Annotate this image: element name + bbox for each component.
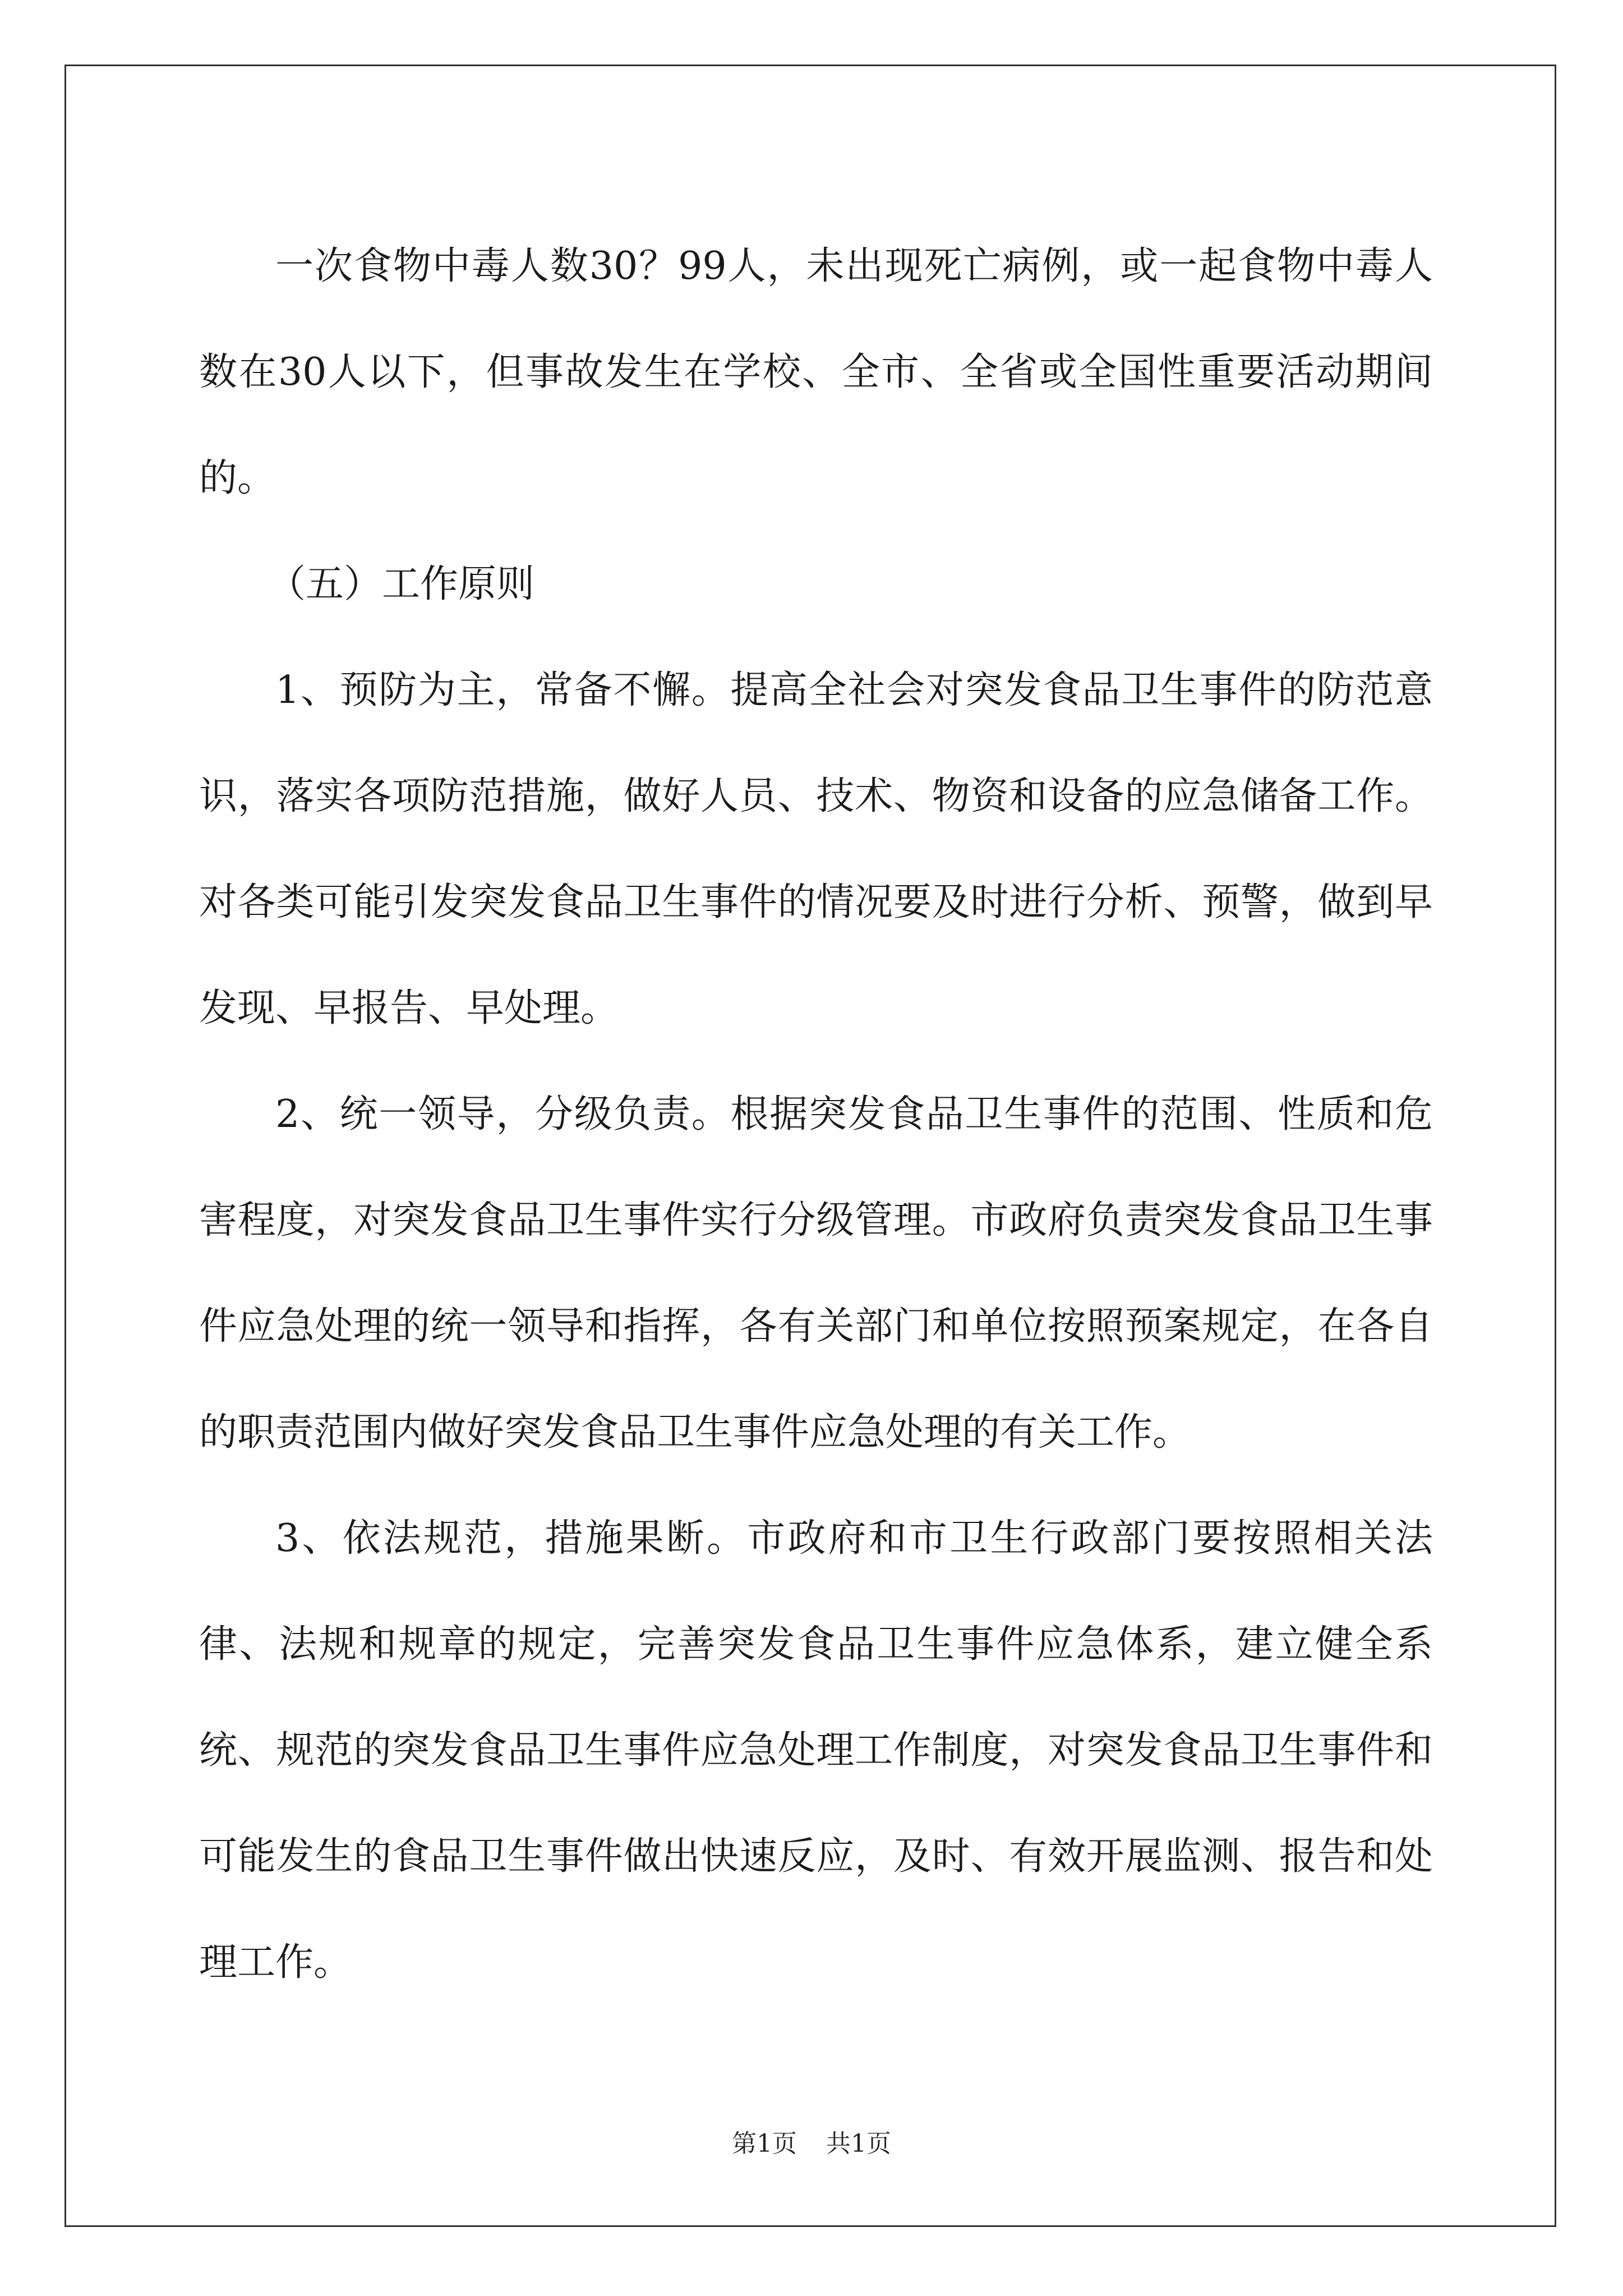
section-heading-principles: （五）工作原则 bbox=[268, 562, 535, 606]
paragraph-principle-law: 3、依法规范，措施果断。市政府和市卫生行政部门要按照相关法律、法规和规章的规定，完善突发食品卫生事件应急体系，建立健全系统、规范的突发食品卫生事件应急处理工作制度，对突发食品卫生事件和可能发生的食品卫生事件做出快速反应，及时、有效开展监测、报告和处理工作。 bbox=[199, 1516, 1433, 1985]
paragraph-principle-prevention: 1、预防为主，常备不懈。提高全社会对突发食品卫生事件的防范意识，落实各项防范措施，做好人员、技术、物资和设备的应急储备工作。对各类可能引发突发食品卫生事件的情况要及时进行分析、预警，做到早发现、早报告、早处理。 bbox=[199, 668, 1433, 1030]
page-number: 第1页 bbox=[732, 2129, 797, 2158]
page-footer bbox=[0, 2123, 1623, 2159]
page-total: 共1页 bbox=[826, 2129, 891, 2158]
paragraph-principle-leadership: 2、统一领导，分级负责。根据突发食品卫生事件的范围、性质和危害程度，对突发食品卫生事件实行分级管理。市政府负责突发食品卫生事件应急处理的统一领导和指挥，各有关部门和单位按照预案规定，在各自的职责范围内做好突发食品卫生事件应急处理的有关工作。 bbox=[199, 1092, 1433, 1455]
document-body bbox=[199, 213, 1433, 2016]
paragraph-poisoning-criteria: 一次食物中毒人数30？99人，未出现死亡病例，或一起食物中毒人数在30人以下，但事故发生在学校、全市、全省或全国性重要活动期间的。 bbox=[199, 244, 1433, 500]
